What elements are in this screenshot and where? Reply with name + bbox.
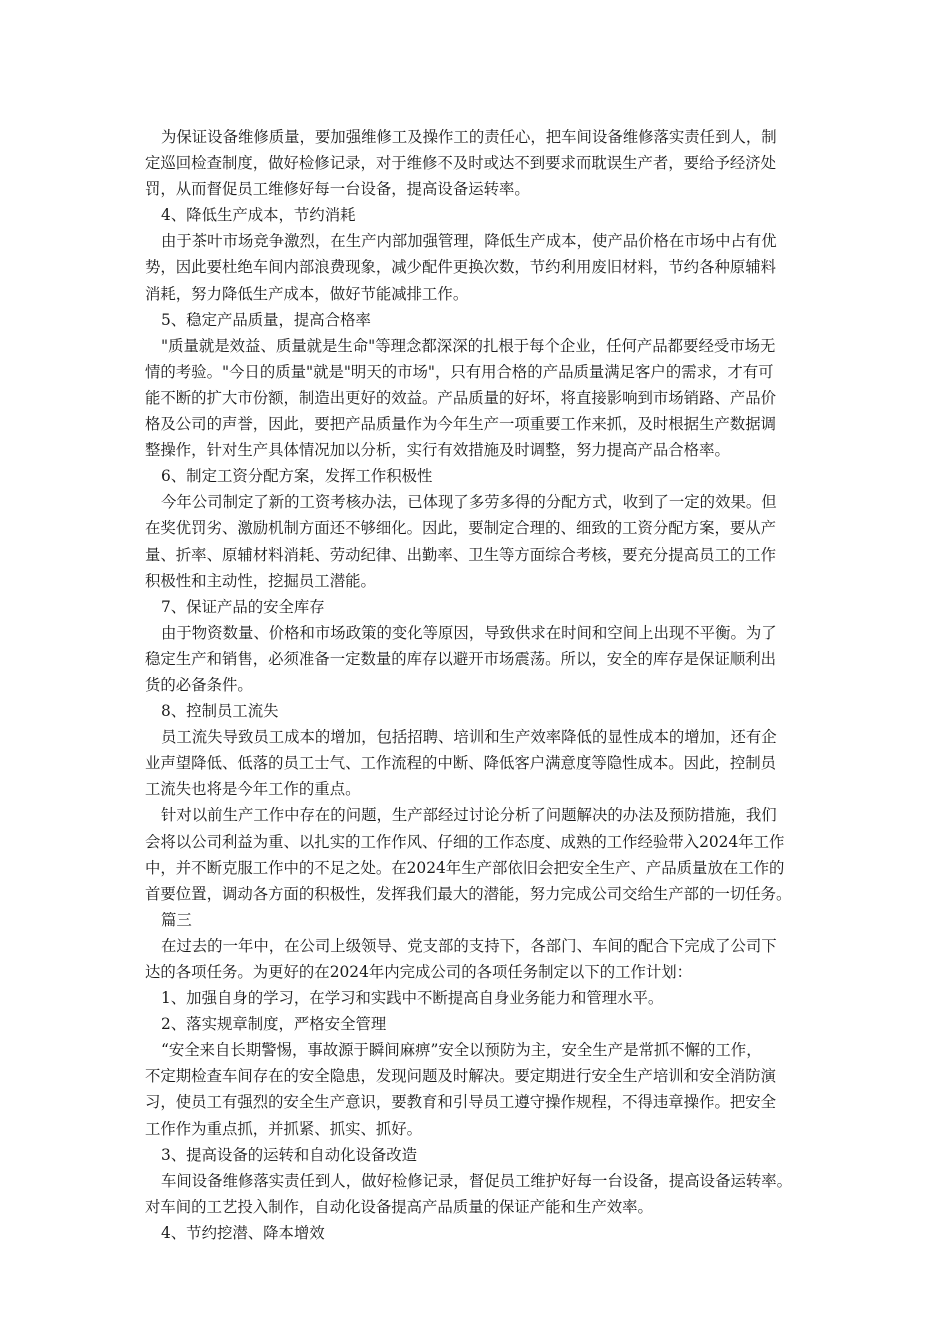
text-line: 货的必备条件。	[145, 675, 253, 694]
text-line: 4、节约挖潜、降本增效	[161, 1223, 325, 1242]
text-line: 积极性和主动性，挖掘员工潜能。	[145, 571, 376, 590]
text-line: 习，使员工有强烈的安全生产意识，要教育和引导员工遵守操作规程，不得违章操作。把安全	[145, 1093, 777, 1112]
text-line: 不定期检查车间存在的安全隐患，发现问题及时解决。要定期进行安全生产培训和安全消防演	[145, 1067, 777, 1086]
text-line: 在奖优罚劣、激励机制方面还不够细化。因此，要制定合理的、细致的工资分配方案，要从产	[145, 519, 777, 538]
text-line: 今年公司制定了新的工资考核办法，已体现了多劳多得的分配方式，收到了一定的效果。但	[161, 493, 777, 512]
text-line: 3、提高设备的运转和自动化设备改造	[161, 1145, 418, 1164]
text-line: 4、降低生产成本，节约消耗	[161, 206, 356, 225]
text-line: 工作作为重点抓，并抓紧、抓实、抓好。	[145, 1119, 423, 1138]
text-line: 首要位置，调动各方面的积极性，发挥我们最大的潜能，努力完成公司交给生产部的一切任务。	[145, 884, 792, 903]
text-line: 车间设备维修落实责任到人，做好检修记录，督促员工维护好每一台设备，提高设备运转率。	[161, 1171, 793, 1190]
text-line: 整操作，针对生产具体情况加以分析，实行有效措施及时调整，努力提高产品合格率。	[145, 441, 730, 460]
text-line: 2、落实规章制度，严格安全管理	[161, 1015, 387, 1034]
text-line: 为保证设备维修质量，要加强维修工及操作工的责任心，把车间设备维修落实责任到人，制	[161, 128, 777, 146]
text-line: 1、加强自身的学习，在学习和实践中不断提高自身业务能力和管理水平。	[161, 989, 664, 1008]
text-line: 员工流失导致员工成本的增加，包括招聘、培训和生产效率降低的显性成本的增加，还有企	[161, 728, 777, 747]
text-line: 稳定生产和销售，必须准备一定数量的库存以避开市场震荡。所以，安全的库存是保证顺利出	[145, 649, 777, 668]
text-line: 6、制定工资分配方案，发挥工作积极性	[161, 467, 433, 486]
text-line: 对车间的工艺投入制作，自动化设备提高产品质量的保证产能和生产效率。	[145, 1197, 653, 1216]
text-line: 由于茶叶市场竞争激烈，在生产内部加强管理，降低生产成本，使产品价格在市场中占有优	[161, 232, 777, 251]
document-body	[145, 124, 820, 1246]
text-line: 情的考验。"今日的质量"就是"明天的市场"，只有用合格的产品质量满足客户的需求，才有可	[145, 362, 774, 381]
text-line: 在过去的一年中，在公司上级领导、党支部的支持下，各部门、车间的配合下完成了公司下	[161, 936, 777, 955]
text-line: 能不断的扩大市份额，制造出更好的效益。产品质量的好坏，将直接影响到市场销路、产品价	[145, 388, 777, 407]
text-line: 5、稳定产品质量，提高合格率	[161, 310, 371, 329]
text-line: 篇三	[161, 910, 192, 929]
text-line: 由于物资数量、价格和市场政策的变化等原因，导致供求在时间和空间上出现不平衡。为了	[161, 623, 777, 642]
text-line: 达的各项任务。为更好的在2024年内完成公司的各项任务制定以下的工作计划：	[145, 963, 693, 981]
text-line: "质量就是效益、质量就是生命"等理念都深深的扎根于每个企业，任何产品都要经受市场无	[161, 336, 776, 355]
text-line: 量、折率、原辅材料消耗、劳动纪律、出勤率、卫生等方面综合考核，要充分提高员工的工作	[145, 545, 777, 564]
text-line: 工流失也将是今年工作的重点。	[145, 780, 361, 799]
text-line: “安全来自长期警惕，事故源于瞬间麻痹”安全以预防为主，安全生产是常抓不懈的工作，	[161, 1041, 762, 1060]
text-line: 7、保证产品的安全库存	[161, 597, 325, 616]
text-line: 中，并不断克服工作中的不足之处。在2024年生产部依旧会把安全生产、产品质量放在工作的	[145, 858, 785, 877]
text-line: 罚，从而督促员工维修好每一台设备，提高设备运转率。	[145, 180, 530, 199]
text-line: 8、控制员工流失	[161, 702, 279, 721]
text-line: 业声望降低、低落的员工士气、工作流程的中断、降低客户满意度等隐性成本。因此，控制员	[145, 754, 777, 773]
text-line: 会将以公司利益为重、以扎实的工作作风、仔细的工作态度、成熟的工作经验带入2024年工作	[145, 832, 785, 851]
text-line: 格及公司的声誉，因此，要把产品质量作为今年生产一项重要工作来抓，及时根据生产数据调	[145, 415, 777, 434]
text-line: 针对以前生产工作中存在的问题，生产部经过讨论分析了问题解决的办法及预防措施，我们	[161, 806, 777, 825]
text-line: 势，因此要杜绝车间内部浪费现象，减少配件更换次数，节约利用废旧材料，节约各种原辅料	[145, 258, 777, 277]
text-line: 消耗，努力降低生产成本，做好节能减排工作。	[145, 284, 469, 303]
text-line: 定巡回检查制度，做好检修记录，对于维修不及时或达不到要求而耽误生产者，要给予经济处	[145, 154, 777, 173]
